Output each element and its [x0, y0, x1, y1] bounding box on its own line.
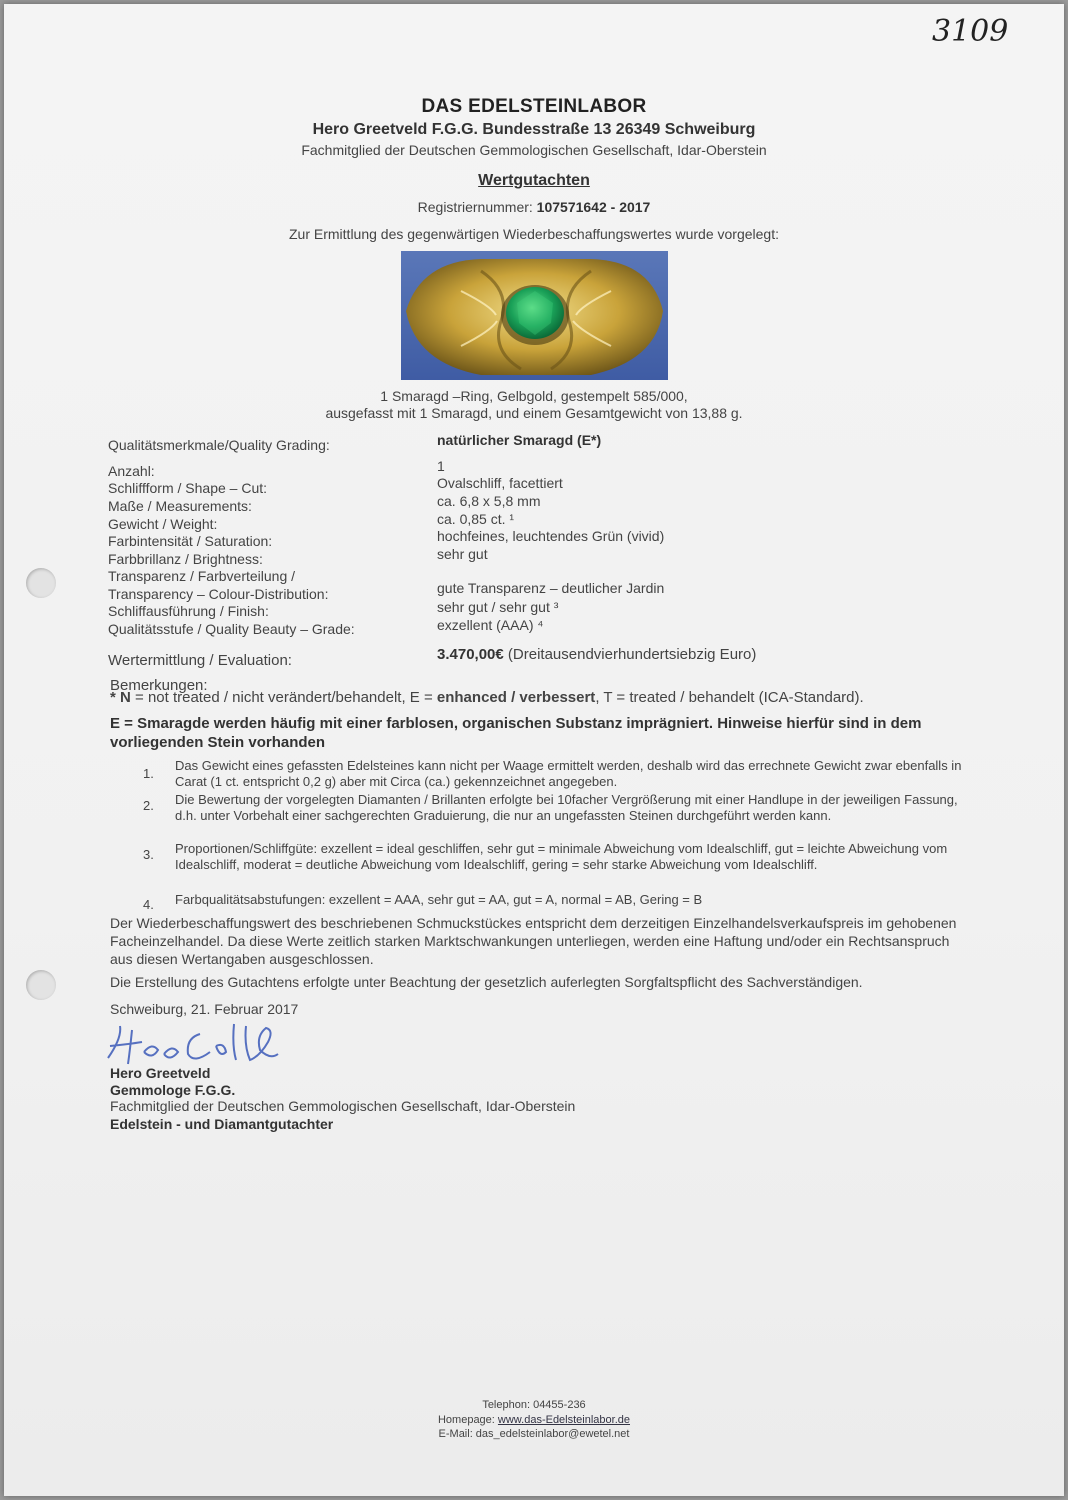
footer-email: E-Mail: das_edelsteinlabor@ewetel.net — [438, 1428, 630, 1440]
replacement-value-paragraph: Der Wiederbeschaffungswert des beschriebenen Schmuckstückes entspricht dem derzeitigen Einzelhandelsverkaufspreis im gehobenen Facheinzelhandel. Da diese Werte zeitlich starken Marktschwankungen unterliegen, werden eine Haftung und/oder ein Rechtsanspruch aus diesen Wertangaben ausgeschlossen. — [110, 915, 957, 967]
grading-label-finish: Schliffausführung / Finish: — [108, 603, 269, 619]
document-title: Wertgutachten — [478, 172, 590, 189]
grading-label-shape: Schliffform / Shape – Cut: — [108, 480, 268, 496]
emerald-treatment-note: E = Smaragde werden häufig mit einer farblosen, organischen Substanz imprägniert. Hinweise hierfür sind in dem vorliegenden Stein vorhanden — [110, 715, 922, 751]
signer-title: Gemmologe F.G.G. — [110, 1082, 236, 1098]
grading-value-grade: exzellent (AAA) ⁴ — [437, 617, 544, 633]
evaluation-value — [437, 646, 756, 663]
grading-label-weight: Gewicht / Weight: — [108, 516, 218, 532]
lab-membership: Fachmitglied der Deutschen Gemmologischen Gesellschaft, Idar-Oberstein — [301, 142, 767, 158]
lab-address: Hero Greetveld F.G.G. Bundesstraße 13 26349 Schweiburg — [312, 121, 756, 138]
note-number-1: 1. — [143, 766, 154, 781]
grading-label-transparency-b: Transparency – Colour-Distribution: — [108, 586, 329, 602]
item-description-line2: ausgefasst mit 1 Smaragd, und einem Gesamtgewicht von 13,88 g. — [325, 405, 743, 421]
intro-text: Zur Ermittlung des gegenwärtigen Wiederbeschaffungswertes wurde vorgelegt: — [289, 226, 779, 242]
grading-value-count: 1 — [437, 458, 445, 474]
signer-role: Edelstein - und Diamantgutachter — [110, 1116, 334, 1132]
signer-membership: Fachmitglied der Deutschen Gemmologischen Gesellschaft, Idar-Oberstein — [110, 1098, 576, 1114]
punch-hole-lower — [26, 970, 56, 1000]
grading-label-grade: Qualitätsstufe / Quality Beauty – Grade: — [108, 621, 355, 637]
place-date: Schweiburg, 21. Februar 2017 — [110, 1001, 299, 1017]
lab-name: DAS EDELSTEINLABOR — [421, 96, 647, 117]
note-text-2: Die Bewertung der vorgelegten Diamanten / Brillanten erfolgte bei 10facher Vergrößerung mit einer Handlupe in der jeweiligen Fassung, d.h. unter Vorbehalt einer sachgerechten Graduierung, die nur an ungefassten Steinen durchgeführt werden kann. — [175, 792, 958, 823]
grading-value-finish: sehr gut / sehr gut ³ — [437, 599, 559, 615]
registration-line — [0, 199, 1068, 215]
note-number-3: 3. — [143, 847, 154, 862]
grading-label-brightness: Farbbrillanz / Brightness: — [108, 551, 263, 567]
ring-illustration — [401, 251, 668, 380]
diligence-paragraph: Die Erstellung des Gutachtens erfolgte unter Beachtung der gesetzlich auferlegten Sorgfaltspflicht des Sachverständigen. — [110, 974, 863, 990]
ring-photo — [401, 251, 668, 380]
grading-heading-label: Qualitätsmerkmale/Quality Grading: — [108, 437, 330, 453]
signature-handwriting — [100, 1016, 107, 1017]
note-number-4: 4. — [143, 897, 154, 912]
footer-homepage — [0, 1414, 1068, 1426]
footer-homepage-label: Homepage: — [437, 1414, 498, 1426]
footer-homepage-link[interactable]: www.das-Edelsteinlabor.de — [497, 1414, 630, 1426]
note-text-3: Proportionen/Schliffgüte: exzellent = ideal geschliffen, sehr gut = minimale Abweichung vom Idealschliff, gut = leichte Abweichung vom Idealschliff, moderat = deutliche Abweichung vom Idealschliff, gering = sehr starke Abweichung vom Idealschliff. — [175, 841, 948, 872]
grading-label-measurements: Maße / Measurements: — [108, 498, 252, 514]
grading-value-shape: Ovalschliff, facettiert — [437, 475, 563, 491]
grading-value-saturation: hochfeines, leuchtendes Grün (vivid) — [437, 528, 665, 544]
grading-value-transparency-b: gute Transparenz – deutlicher Jardin — [437, 580, 665, 596]
grading-value-weight: ca. 0,85 ct. ¹ — [437, 511, 515, 527]
registration-label: Registriernummer: — [417, 199, 533, 215]
note-text-4: Farbqualitätsabstufungen: exzellent = AAA, sehr gut = AA, gut = A, normal = AB, Gering = B — [175, 892, 703, 907]
punch-hole-upper — [26, 568, 56, 598]
grading-heading-value: natürlicher Smaragd (E*) — [437, 432, 602, 448]
evaluation-amount: 3.470,00€ — [437, 646, 504, 663]
grading-label-saturation: Farbintensität / Saturation: — [108, 533, 273, 549]
treatment-legend: * N = not treated / nicht verändert/behandelt, E = enhanced / verbessert, T = treated / behandelt (ICA-Standard). — [110, 689, 864, 706]
signer-name: Hero Greetveld — [110, 1065, 211, 1081]
item-description-line1: 1 Smaragd –Ring, Gelbgold, gestempelt 585/000, — [380, 388, 688, 404]
footer-phone: Telephon: 04455-236 — [482, 1399, 586, 1411]
grading-value-brightness: sehr gut — [437, 546, 488, 562]
grading-label-transparency-a: Transparenz / Farbverteilung / — [108, 568, 296, 584]
registration-number: 107571642 - 2017 — [536, 199, 651, 215]
note-text-1: Das Gewicht eines gefassten Edelsteines kann nicht per Waage ermittelt werden, deshalb wird das errechnete Gewicht zwar ebenfalls in Carat (1 ct. entspricht 0,2 g) aber mit Circa (ca.) gekennzeichnet angegeben. — [175, 758, 962, 789]
grading-label-count: Anzahl: — [108, 463, 155, 479]
evaluation-words: (Dreitausendvierhundertsiebzig Euro) — [507, 646, 757, 663]
handwritten-number: 3109 — [932, 14, 1009, 49]
note-number-2: 2. — [143, 798, 154, 813]
remarks-heading: Bemerkungen: — [110, 677, 208, 694]
grading-value-measurements: ca. 6,8 x 5,8 mm — [437, 493, 541, 509]
signature-strokes — [100, 1016, 300, 1072]
evaluation-label: Wertermittlung / Evaluation: — [108, 652, 292, 669]
